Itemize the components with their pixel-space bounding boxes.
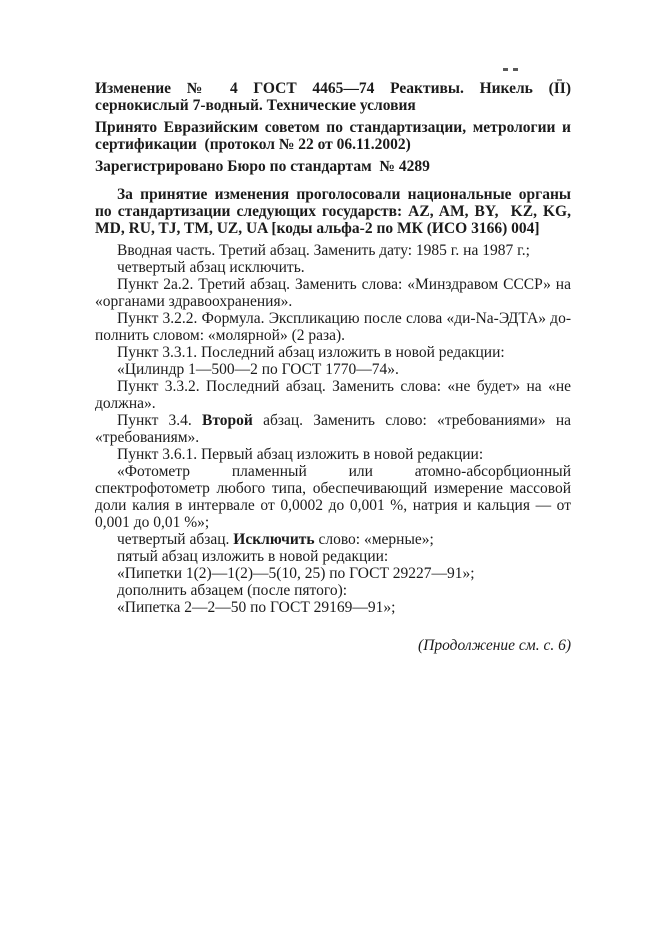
text-segment: пятый абзац изложить в новой редакции:	[117, 548, 389, 565]
registration-note: Зарегистрировано Бюро по стандартам № 4289	[95, 158, 430, 175]
body-paragraph-13	[95, 565, 571, 582]
text-segment: четвертый абзац.	[117, 531, 234, 548]
body-paragraph-6	[95, 361, 571, 378]
continuation-note-text: (Продолжение см. с. 6)	[418, 637, 571, 654]
body-paragraph-5	[95, 344, 571, 361]
body-paragraph-14	[95, 582, 571, 599]
adoption-note: Принято Евразийским советом по стандартизации, метрологии и сертификации (протокол № 22 от 06.11.2002)	[95, 119, 571, 153]
scan-artifact-dashes	[503, 68, 519, 71]
text-segment: «Пипетка 2—2—50 по ГОСТ 29169—91»;	[117, 599, 396, 616]
text-segment: Пункт 3.4.	[117, 412, 203, 429]
text-segment: Пункт 2а.2. Третий абзац. Заменить слова: «Минздравом СССР» на «органами здравоохранения».	[95, 276, 571, 310]
amendment-title: Изменение № 4 ГОСТ 4465—74 Реактивы. Никель (II) сернокислый 7-водный. Технические условия	[95, 80, 571, 114]
text-segment: Пункт 3.6.1. Первый абзац изложить в новой редакции:	[117, 446, 484, 463]
body-paragraph-9	[95, 446, 571, 463]
text-segment: «Пипетки 1(2)—1(2)—5(10, 25) по ГОСТ 29227—91»;	[117, 565, 475, 582]
continuation-note	[95, 637, 571, 654]
body-paragraph-10	[95, 463, 571, 531]
text-segment: дополнить абзацем (после пятого):	[117, 582, 348, 599]
text-segment: абзац. Заменить слово: «требованиями» на «требованиям».	[95, 412, 571, 446]
text-segment: «Фотометр пламенный или атомно-абсорбционный спектрофотометр любого типа, обеспечивающий измерение массовой доли калия в интервале от 0,0002 до 0,001 %, натрия и кальция — от 0,001 до 0,01 %»;	[95, 463, 571, 531]
text-segment: «Цилиндр 1—500—2 по ГОСТ 1770—74».	[117, 361, 399, 378]
document-content	[95, 80, 571, 654]
body-paragraph-7	[95, 378, 571, 412]
body-paragraph-11	[95, 531, 571, 548]
body-paragraph-1	[95, 242, 571, 259]
text-segment: слово: «мерные»;	[314, 531, 434, 548]
text-segment: Пункт 3.2.2. Формула. Экспликацию после слова «ди-Na-ЭДТА» дополнить словом: «молярной» (2 раза).	[95, 310, 571, 344]
body-paragraph-2	[95, 259, 571, 276]
header-block	[95, 80, 571, 237]
emphasized-text: Второй	[202, 412, 253, 429]
text-segment: Пункт 3.3.1. Последний абзац изложить в новой редакции:	[117, 344, 505, 361]
body-block	[95, 242, 571, 616]
text-segment: четвертый абзац исключить.	[117, 259, 305, 276]
emphasized-text: Исключить	[233, 531, 315, 548]
body-paragraph-3	[95, 276, 571, 310]
voting-note: За принятие изменения проголосовали национальные органы по стандартизации следующих государств: AZ, AM, BY, KZ, KG, MD, RU, TJ, TM, UZ, UA [коды альфа-2 по МК (ИСО 3166) 004]	[95, 186, 571, 237]
body-paragraph-15	[95, 599, 571, 616]
text-segment: Пункт 3.3.2. Последний абзац. Заменить слова: «не будет» на «не должна».	[95, 378, 571, 412]
text-segment: Вводная часть. Третий абзац. Заменить дату: 1985 г. на 1987 г.;	[117, 242, 530, 259]
body-paragraph-8	[95, 412, 571, 446]
body-paragraph-12	[95, 548, 571, 565]
body-paragraph-4	[95, 310, 571, 344]
